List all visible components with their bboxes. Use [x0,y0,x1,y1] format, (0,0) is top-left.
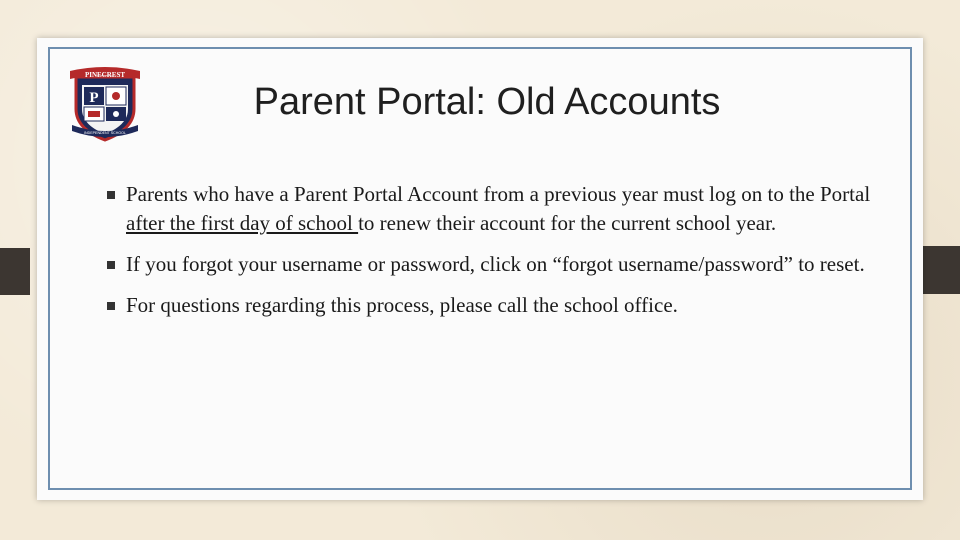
bullet-item [107,180,887,238]
slide-title: Parent Portal: Old Accounts [253,81,721,123]
bullet-item [107,250,887,279]
crest-ribbon-text: INDEPENDENT SCHOOL [84,131,126,135]
bullet-text: If you forgot your username or password, click on “forgot username/password” to reset. [126,252,865,276]
square-bullet-icon [107,250,117,279]
crest-initial: P [89,90,99,106]
bullet-item [107,291,887,320]
crest-banner-text: PINECREST [84,71,126,79]
underlined-emphasis: after the first day of school [126,211,359,235]
bullet-text-part: to renew their account for the current school year. [358,211,777,235]
square-bullet-icon [107,291,117,320]
slide-card [37,38,923,500]
square-bullet-icon [107,180,117,209]
bullet-text: For questions regarding this process, please call the school office. [126,293,678,317]
left-side-tab [0,248,30,295]
bullet-text-part: Parents who have a Parent Portal Account from a previous year must log on to the Portal [126,182,871,206]
school-crest-logo [66,65,144,143]
bullet-list [107,180,887,332]
